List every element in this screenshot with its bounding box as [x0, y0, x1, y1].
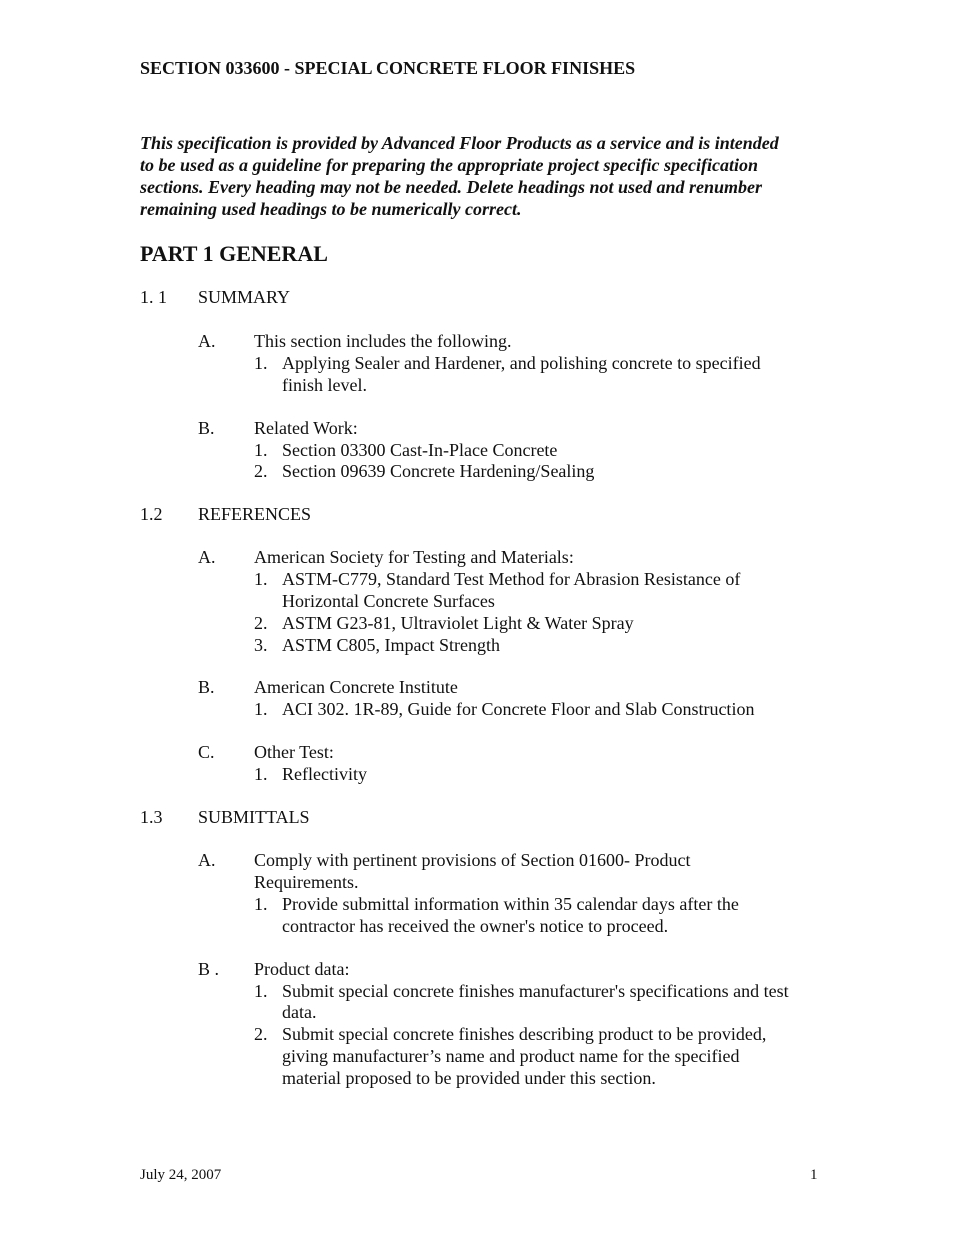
- article-title: REFERENCES: [198, 504, 312, 524]
- footer-date: July 24, 2007: [140, 1167, 222, 1183]
- item-number: 2.: [254, 1024, 268, 1044]
- page-number: 1: [810, 1167, 818, 1183]
- item-number: 1.: [254, 764, 268, 784]
- item-number: 1.: [254, 440, 268, 460]
- intro-line: remaining used headings to be numerically correct.: [140, 199, 522, 219]
- part-title: PART 1 GENERAL: [140, 241, 328, 266]
- paragraph-text: Related Work:: [254, 418, 358, 438]
- item-number: 2.: [254, 613, 268, 633]
- item-text: finish level.: [282, 375, 367, 395]
- paragraph-text: Product data:: [254, 959, 350, 979]
- paragraph-letter: A.: [198, 547, 216, 567]
- item-text: ASTM G23-81, Ultraviolet Light & Water Spray: [282, 613, 634, 633]
- article-number: 1.2: [140, 504, 163, 524]
- paragraph-letter: C.: [198, 742, 215, 762]
- article-title: SUMMARY: [198, 287, 291, 307]
- item-number: 1.: [254, 353, 268, 373]
- paragraph-text: Comply with pertinent provisions of Section 01600- Product: [254, 850, 691, 870]
- article-number: 1. 1: [140, 287, 167, 307]
- paragraph-text: American Concrete Institute: [254, 677, 458, 697]
- article-title: SUBMITTALS: [198, 807, 310, 827]
- item-text: data.: [282, 1002, 317, 1022]
- paragraph-text: American Society for Testing and Materials:: [254, 547, 574, 567]
- item-number: 1.: [254, 981, 268, 1001]
- article-number: 1.3: [140, 807, 163, 827]
- paragraph-letter: A.: [198, 331, 216, 351]
- paragraph-letter: B.: [198, 677, 215, 697]
- intro-line: This specification is provided by Advanced Floor Products as a service and is intended: [140, 133, 779, 153]
- item-text: material proposed to be provided under this section.: [282, 1068, 656, 1088]
- item-text: Horizontal Concrete Surfaces: [282, 591, 495, 611]
- section-title: SECTION 033600 - SPECIAL CONCRETE FLOOR FINISHES: [140, 58, 636, 78]
- item-number: 1.: [254, 894, 268, 914]
- paragraph-letter: A.: [198, 850, 216, 870]
- item-text: Submit special concrete finishes manufacturer's specifications and test: [282, 981, 789, 1001]
- item-number: 2.: [254, 461, 268, 481]
- item-text: Section 03300 Cast-In-Place Concrete: [282, 440, 558, 460]
- paragraph-text: Requirements.: [254, 872, 359, 892]
- item-text: contractor has received the owner's notice to proceed.: [282, 916, 669, 936]
- item-text: Section 09639 Concrete Hardening/Sealing: [282, 461, 595, 481]
- item-text: Submit special concrete finishes describing product to be provided,: [282, 1024, 767, 1044]
- item-text: ASTM-C779, Standard Test Method for Abrasion Resistance of: [282, 569, 741, 589]
- item-number: 3.: [254, 635, 268, 655]
- item-number: 1.: [254, 569, 268, 589]
- intro-paragraph: [140, 132, 830, 220]
- item-text: giving manufacturer’s name and product name for the specified: [282, 1046, 740, 1066]
- item-text: Provide submittal information within 35 calendar days after the: [282, 894, 739, 914]
- item-text: Applying Sealer and Hardener, and polishing concrete to specified: [282, 353, 761, 373]
- item-text: ASTM C805, Impact Strength: [282, 635, 500, 655]
- paragraph-text: Other Test:: [254, 742, 334, 762]
- item-number: 1.: [254, 699, 268, 719]
- paragraph-letter: B .: [198, 959, 220, 979]
- intro-line: sections. Every heading may not be needed. Delete headings not used and renumber: [140, 177, 762, 197]
- item-text: Reflectivity: [282, 764, 367, 784]
- paragraph-text: This section includes the following.: [254, 331, 512, 351]
- intro-line: to be used as a guideline for preparing the appropriate project specific specification: [140, 155, 758, 175]
- item-text: ACI 302. 1R-89, Guide for Concrete Floor and Slab Construction: [282, 699, 755, 719]
- paragraph-letter: B.: [198, 418, 215, 438]
